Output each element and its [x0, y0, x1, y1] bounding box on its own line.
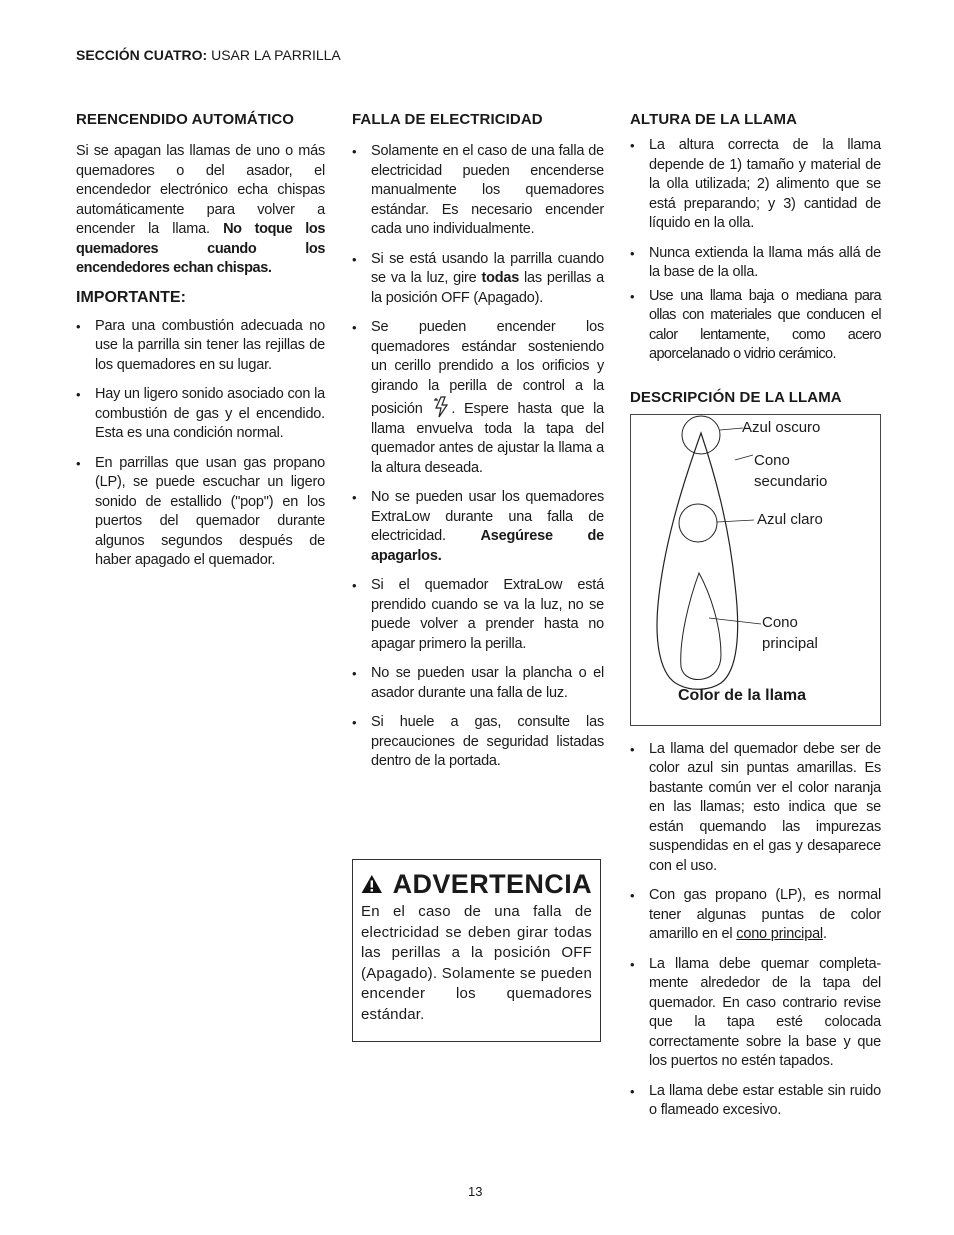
section-header [76, 47, 341, 63]
flame-height-list [630, 136, 881, 365]
list-item: • En parrillas que usan gas propano (LP), se puede escuchar un ligero sonido de estallido ("pop") en los puertos del quemador durante algunos segundos después de haber apagado el quemador. [76, 454, 325, 571]
heading-important: IMPORTANTE: [76, 288, 186, 306]
list-item: • Hay un ligero sonido asociado con la combustión de gas y el encendido. Esta es una condición normal. [76, 385, 325, 444]
label-primary-cone-1: Cono [762, 613, 798, 631]
flame-description-list [630, 740, 881, 1121]
label-secondary-cone-1: Cono [754, 451, 790, 469]
warning-title: ADVERTENCIA [392, 868, 592, 899]
warning-triangle-icon [361, 868, 383, 900]
list-item: • La llama debe quemar completa- mente alrededor de la tapa del quemador. En caso contrario revise que la tapa esté colocada correctamente sobre la base y que los puertos no estén tapados. [630, 955, 881, 1072]
auto-reignition-paragraph: Si se apagan las llamas de uno o más quemadores o del asador, el encendedor electrónico echa chispas automáticamente para volver a encender la llama. No toque los quemadores cuando los encendedores echan chispas. [76, 143, 325, 276]
light-blue-circle [679, 504, 717, 542]
ignite-position-icon [431, 396, 451, 418]
section-title: USAR LA PARRILLA [211, 47, 341, 63]
column-auto-reignition [76, 111, 325, 581]
heading-power-failure: FALLA DE ELECTRICIDAD [352, 111, 543, 128]
list-item: • Si el quemador ExtraLow está prendido cuando se va la luz, no se puede volver a prender hasta no apagar primero la perilla. [352, 576, 604, 654]
auto-reignition-warning: No toque los quemadores cuando los encendedores echan chispas. [76, 221, 325, 276]
list-item: • Si se está usando la parrilla cuando se va la luz, gire todas las perillas a la posición OFF (Apagado). [352, 250, 604, 309]
column-flame [630, 111, 881, 1131]
list-item: • Nunca extienda la llama más allá de la base de la olla. [630, 244, 881, 283]
list-item: • La llama debe estar estable sin ruido o flameado excesivo. [630, 1082, 881, 1121]
list-item: • Se pueden encender los quemadores estándar sosteniendo un cerillo prendido a los orificios y girando la perilla de control a la posición . Espere hasta que la llama envuelva toda la tapa del quemador antes de ajustar la llama a la altura deseada. [352, 318, 604, 478]
label-primary-cone-2: principal [762, 634, 818, 652]
list-item: • Use una llama baja o mediana para ollas con materiales que conducen el calor lentamente, como acero aporcelanado o vidrio cerámico. [630, 287, 881, 365]
section-label: SECCIÓN CUATRO: [76, 47, 208, 63]
important-list [76, 317, 325, 571]
flame-diagram [630, 414, 881, 726]
warning-box [352, 859, 601, 1042]
warning-text: En el caso de una falla de electricidad se deben girar todas las perillas a la posición OFF (Apagado). Solamente se pueden encender los quemadores estándar. [361, 903, 592, 1023]
list-item: • Con gas propano (LP), es normal tener algunas puntas de color amarillo en el cono principal. [630, 886, 881, 945]
heading-flame-description: DESCRIPCIÓN DE LA LLAMA [630, 388, 842, 406]
dark-blue-circle [682, 416, 720, 454]
primary-cone-term: cono principal [736, 926, 823, 942]
page-number: 13 [468, 1184, 483, 1199]
label-light-blue: Azul claro [757, 510, 823, 528]
heading-flame-height: ALTURA DE LA LLAMA [630, 111, 798, 128]
list-item: • No se pueden usar los quemadores ExtraLow durante una falla de electricidad. Asegúrese de apagarlos. [352, 488, 604, 566]
list-item: • La llama del quemador debe ser de color azul sin puntas amarillas. Es bastante común ver el color naranja en las llamas; esto indica que se están quemando las impurezas suspendidas en el gas y desaparece con el uso. [630, 740, 881, 877]
list-item: • Si huele a gas, consulte las precauciones de seguridad listadas dentro de la portada. [352, 713, 604, 772]
label-secondary-cone-2: secundario [754, 472, 828, 490]
power-failure-list [352, 142, 604, 772]
heading-auto-reignition: REENCENDIDO AUTOMÁTICO [76, 111, 295, 128]
column-power-failure [352, 111, 604, 782]
flame-caption: Color de la llama [678, 686, 807, 704]
list-item: • No se pueden usar la plancha o el asador durante una falla de luz. [352, 664, 604, 703]
outer-flame-outline [657, 433, 738, 689]
list-item: • La altura correcta de la llama depende de 1) tamaño y material de la olla utilizada; 2) alimento que se está preparando; y 3) cantidad de líquido en la olla. [630, 136, 881, 234]
list-item: • Para una combustión adecuada no use la parrilla sin tener las rejillas de los quemadores en su lugar. [76, 317, 325, 376]
list-item: • Solamente en el caso de una falla de electricidad pueden encenderse manualmente los quemadores estándar. Es necesario encender cada uno individualmente. [352, 142, 604, 240]
primary-cone-outline [681, 573, 721, 680]
label-dark-blue: Azul oscuro [742, 418, 821, 436]
